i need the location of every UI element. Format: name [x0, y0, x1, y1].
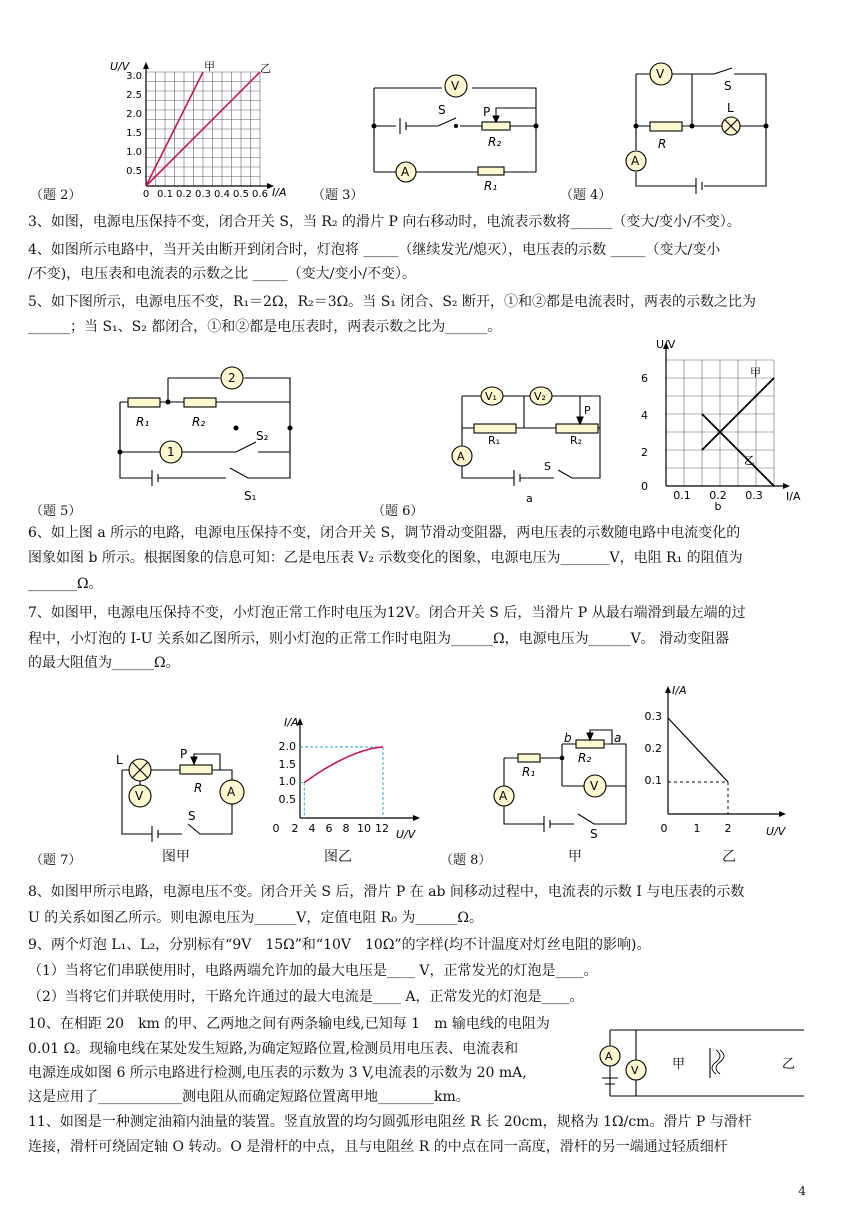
question-4-line-2: /不变)，电压表和电流表的示数之比 _____（变大/变小/不变）。 — [28, 266, 417, 282]
y-tick: 4 — [641, 409, 648, 422]
ammeter-label: A — [401, 165, 410, 179]
resistor-r2-label: R₂ — [578, 751, 592, 765]
caption-q8: （题 8） — [440, 853, 492, 868]
question-7-line-1: 7、如图甲，电源电压保持不变，小灯泡正常工作时电压为12V。闭合开关 S 后，当滑片 P 从最右端滑到最左端的过 — [28, 605, 746, 621]
question-8-line-2: U 的关系如图乙所示。则电源电压为______V，定值电阻 R₀ 为______Ω。 — [28, 910, 484, 926]
question-10-line-1: 10、在相距 20 km 的甲、乙两地之间有两条输电线,已知每 1 m 输电线的电阻为 — [28, 1016, 550, 1032]
x-tick: 6 — [325, 822, 333, 835]
figure-q6b-graph — [626, 338, 810, 510]
series-label-yi: 乙 — [744, 454, 755, 467]
voltmeter-label: V — [590, 779, 599, 793]
meter-1-label: 1 — [167, 445, 175, 459]
x-tick: 2 — [724, 822, 732, 835]
y-axis-label: I/A — [672, 684, 687, 697]
figure-q10-circuit — [596, 1020, 816, 1110]
voltmeter-label: V — [451, 79, 460, 93]
y-tick: 0.5 — [126, 166, 142, 177]
slider-label: P — [180, 748, 188, 761]
x-axis-label: U/V — [766, 825, 786, 838]
y-tick: 0.2 — [644, 742, 662, 755]
series-label-jia: 甲 — [750, 366, 761, 379]
terminal-b-label: b — [564, 731, 572, 745]
question-10-line-3: 电源连成如图 6 所示电路进行检测,电压表的示数为 3 V,电流表的示数为 20 mA, — [28, 1065, 527, 1081]
x-tick: 0 — [660, 822, 668, 835]
y-tick: 1.5 — [126, 128, 142, 139]
question-4-line-1: 4、如图所示电路中，当开关由断开到闭合时，灯泡将 _____（继续发光/熄灭），电压表的示数 _____（变大/变小 — [28, 242, 721, 258]
y-axis-label: U/V — [656, 338, 676, 351]
resistor-r2-label: R₂ — [570, 434, 583, 447]
voltmeter-v2-label: V₂ — [534, 390, 546, 403]
question-6-line-3: _______Ω。 — [28, 576, 103, 592]
x-tick: 0.5 — [233, 189, 249, 198]
caption-q3: （题 3） — [312, 188, 364, 203]
question-5-line-1: 5、如下图所示，电源电压不变，R₁＝2Ω，R₂＝3Ω。当 S₁ 闭合、S₂ 断开，①和②都是电流表时，两表的示数之比为 — [28, 294, 756, 310]
question-6-line-2: 图象如图 b 所示。根据图象的信息可知：乙是电压表 V₂ 示数变化的图象，电源电压为_______V，电阻 R₁ 的阻值为 — [28, 550, 743, 566]
switch-label: S — [724, 79, 732, 93]
x-tick: 1 — [693, 822, 701, 835]
y-tick: 2.5 — [126, 90, 142, 101]
subfigure-a-label: a — [526, 492, 533, 504]
x-tick: 12 — [375, 822, 389, 835]
question-6-line-1: 6、如上图 a 所示的电路，电源电压保持不变，闭合开关 S，调节滑动变阻器，两电压表的示数随电路中电流变化的 — [28, 525, 741, 541]
figure-q8-graph — [640, 680, 800, 840]
ammeter-label: A — [499, 789, 508, 803]
x-tick: 0.6 — [252, 189, 268, 198]
subfigure-left-label: 甲 — [568, 849, 582, 865]
resistor-r1-label: R₁ — [484, 179, 498, 193]
caption-q4: （题 4） — [560, 188, 612, 203]
x-tick: 0.1 — [157, 189, 173, 198]
figure-q5-circuit — [108, 360, 298, 500]
y-axis-label: I/A — [284, 716, 299, 729]
figure-q2-graph — [100, 58, 300, 198]
page-number: 4 — [798, 1184, 806, 1198]
voltmeter-label: V — [631, 1064, 639, 1077]
lamp-label: L — [116, 753, 123, 767]
terminal-a-label: a — [614, 731, 622, 745]
y-tick: 2.0 — [278, 740, 296, 753]
question-9-line-2: （1）当将它们串联使用时，电路两端允许加的最大电压是____ V，正常发光的灯泡是____。 — [28, 963, 598, 979]
figure-q3-circuit — [360, 64, 560, 194]
x-tick: 8 — [342, 822, 350, 835]
question-11-line-1: 11、如图是一种测定油箱内油量的装置。竖直放置的均匀圆弧形电阻丝 R 长 20cm，规格为 1Ω/cm。滑片 P 与滑杆 — [28, 1114, 752, 1130]
y-tick: 1.5 — [278, 758, 296, 771]
resistor-r1-label: R₁ — [136, 415, 150, 429]
figure-q7-graph — [250, 714, 430, 844]
ammeter-label: A — [631, 154, 640, 168]
series-label-yi: 乙 — [260, 62, 271, 75]
switch-label: S — [590, 827, 598, 838]
series-label-jia: 甲 — [204, 60, 215, 73]
y-tick: 0.3 — [644, 710, 662, 723]
subfigure-b-label: b — [714, 500, 722, 510]
x-tick: 10 — [357, 822, 371, 835]
y-tick: 2 — [641, 446, 648, 459]
x-axis-label: I/A — [786, 490, 801, 503]
voltmeter-label: V — [656, 67, 665, 81]
y-tick: 0.5 — [278, 793, 296, 806]
y-tick: 6 — [641, 372, 648, 385]
resistor-r2-label: R₂ — [192, 415, 206, 429]
figure-q6a-circuit — [448, 384, 608, 504]
figure-q7-circuit — [108, 748, 258, 858]
resistor-r1-label: R₁ — [488, 434, 501, 447]
series-curve — [304, 747, 383, 783]
y-tick: 2.0 — [126, 109, 142, 120]
slider-label: P — [483, 105, 491, 119]
question-8-line-1: 8、如图甲所示电路，电源电压不变。闭合开关 S 后，滑片 P 在 ab 间移动过程中，电流表的示数 I 与电压表的示数 — [28, 884, 745, 900]
caption-q2: （题 2） — [30, 188, 82, 203]
question-10-line-4: 这是应用了____________测电阻从而确定短路位置离甲地________km。 — [28, 1089, 470, 1105]
x-tick: 0.2 — [709, 489, 727, 502]
y-tick: 0.1 — [644, 774, 662, 787]
y-tick: 0 — [641, 480, 648, 493]
y-tick: 1.0 — [278, 775, 296, 788]
x-tick: 0.1 — [673, 489, 691, 502]
x-tick: 0.3 — [745, 489, 763, 502]
ammeter-label: A — [605, 1050, 613, 1063]
subfigure-left-label: 图甲 — [162, 849, 190, 865]
y-tick: 1.0 — [126, 147, 142, 158]
caption-q6: （题 6） — [372, 504, 424, 519]
question-9-line-3: （2）当将它们并联使用时，干路允许通过的最大电流是____ A，正常发光的灯泡是____。 — [28, 989, 584, 1005]
x-tick: 0.2 — [176, 189, 192, 198]
switch-s1-label: S₁ — [244, 489, 257, 500]
question-7-line-2: 程中，小灯泡的 I-U 关系如乙图所示，则小灯泡的正常工作时电阻为______Ω，电源电压为______V。 滑动变阻器 — [28, 631, 730, 647]
ammeter-label: A — [227, 785, 236, 799]
subfigure-right-label: 乙 — [722, 849, 736, 865]
voltmeter-v1-label: V₁ — [485, 390, 497, 403]
voltmeter-label: V — [135, 789, 144, 803]
location-yi-label: 乙 — [782, 1057, 796, 1072]
figure-q8-circuit — [486, 728, 646, 838]
y-axis-label: U/V — [110, 60, 130, 73]
question-11-line-2: 连接，滑杆可绕固定轴 O 转动。O 是滑杆的中点，且与电阻丝 R 的中点在同一高度，滑杆的另一端通过轻质细杆 — [28, 1139, 728, 1155]
location-jia-label: 甲 — [672, 1057, 686, 1072]
x-tick: 4 — [308, 822, 316, 835]
x-tick: 0.3 — [195, 189, 211, 198]
x-tick: 0.4 — [214, 189, 230, 198]
question-10-line-2: 0.01 Ω。现输电线在某处发生短路,为确定短路位置,检测员用电压表、电流表和 — [28, 1041, 519, 1057]
x-tick: 0 — [272, 822, 280, 835]
series-line — [668, 718, 728, 782]
x-axis-label: U/V — [396, 828, 416, 841]
x-tick: 0 — [142, 189, 150, 198]
resistor-r2-label: R₂ — [488, 135, 502, 149]
x-tick: 2 — [291, 822, 299, 835]
switch-label: S — [188, 809, 196, 823]
ammeter-label: A — [457, 450, 465, 463]
resistor-r1-label: R₁ — [522, 765, 536, 779]
switch-label: S — [544, 460, 551, 473]
caption-q7: （题 7） — [30, 853, 82, 868]
lamp-label: L — [727, 101, 734, 115]
meter-2-label: 2 — [228, 371, 236, 385]
slider-label: P — [584, 404, 591, 417]
resistor-label: R — [194, 781, 203, 795]
question-3: 3、如图，电源电压保持不变，闭合开关 S，当 R₂ 的滑片 P 向右移动时，电流表示数将______（变大/变小/不变）。 — [28, 214, 741, 230]
switch-s2-label: S₂ — [256, 429, 269, 443]
question-7-line-3: 的最大阻值为______Ω。 — [28, 655, 180, 671]
y-tick: 3.0 — [126, 71, 142, 82]
switch-label: S — [438, 103, 446, 117]
resistor-label: R — [658, 137, 667, 151]
subfigure-right-label: 图乙 — [324, 849, 352, 865]
x-axis-label: I/A — [272, 186, 287, 198]
question-5-line-2: ______；当 S₁、S₂ 都闭合，①和②都是电压表时，两表示数之比为______。 — [28, 319, 502, 335]
figure-q4-circuit — [610, 60, 780, 196]
caption-q5: （题 5） — [30, 504, 82, 519]
question-9-line-1: 9、两个灯泡 L₁、L₂，分别标有“9V 15Ω”和“10V 10Ω”的字样(均不计温度对灯丝电阻的影响)。 — [28, 937, 651, 953]
